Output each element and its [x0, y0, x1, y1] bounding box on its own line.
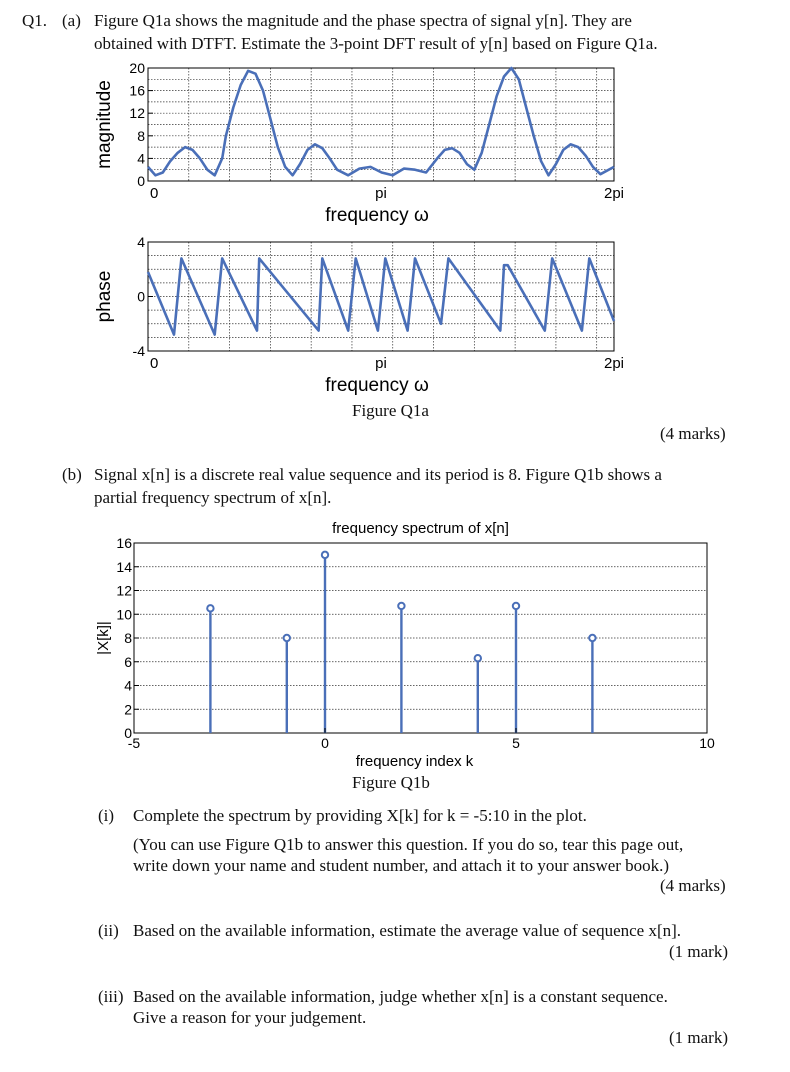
- y-tick-label: 14: [116, 558, 132, 575]
- y-tick-label: 20: [129, 60, 145, 76]
- x-axis-label: frequency index k: [355, 753, 474, 770]
- part-a-marks: (4 marks): [660, 424, 726, 443]
- part-bii-line1: Based on the available information, estimate the average value of sequence x[n].: [133, 921, 682, 940]
- y-tick-label: 0: [137, 173, 145, 189]
- x-tick-label: 10: [699, 735, 715, 751]
- stem-marker: [284, 635, 290, 641]
- stem-marker: [589, 635, 595, 641]
- y-axis-label: magnitude: [94, 80, 115, 169]
- part-bi-line3: write down your name and student number, and attach it to your answer book.): [133, 856, 670, 875]
- part-biii-marks: (1 mark): [669, 1028, 729, 1047]
- stem-marker: [207, 605, 213, 611]
- figure-q1a-caption: Figure Q1a: [352, 401, 429, 420]
- stem-marker: [475, 655, 481, 661]
- y-axis-label: phase: [94, 270, 115, 323]
- figure-q1b-caption: Figure Q1b: [352, 773, 430, 792]
- y-tick-label: 6: [124, 653, 132, 670]
- y-tick-label: 0: [137, 288, 145, 305]
- part-b-label: (b): [62, 465, 82, 484]
- part-bi-line2: (You can use Figure Q1b to answer this question. If you do so, tear this page out,: [133, 835, 684, 854]
- x-axis-label: frequency ω: [325, 205, 429, 226]
- part-b-text-line2: partial frequency spectrum of x[n].: [94, 488, 332, 507]
- stem-marker: [513, 603, 519, 609]
- part-b-text-line1: Signal x[n] is a discrete real value sequence and its period is 8. Figure Q1b shows a: [94, 465, 662, 484]
- spectrum-plot: [95, 520, 715, 770]
- y-tick-label: 8: [124, 630, 132, 646]
- part-a-text-line2: obtained with DTFT. Estimate the 3-point DFT result of y[n] based on Figure Q1a.: [94, 34, 658, 53]
- y-tick-label: 16: [116, 535, 132, 551]
- stem-marker: [398, 603, 404, 609]
- x-tick-label: 0: [321, 735, 329, 751]
- series-line: [148, 68, 614, 175]
- x-tick-label: pi: [375, 185, 387, 202]
- part-bi-marks: (4 marks): [660, 876, 726, 895]
- x-tick-label: -5: [127, 735, 141, 751]
- x-axis-label: frequency ω: [325, 375, 429, 396]
- y-tick-label: 4: [124, 677, 132, 694]
- y-tick-label: 12: [129, 105, 145, 122]
- y-tick-label: 4: [137, 234, 145, 250]
- part-biii-line1: Based on the available information, judge whether x[n] is a constant sequence.: [133, 987, 668, 1006]
- part-biii-line2: Give a reason for your judgement.: [133, 1008, 367, 1027]
- y-tick-label: -4: [132, 343, 145, 359]
- y-tick-label: 12: [116, 582, 132, 599]
- y-tick-label: 2: [124, 701, 132, 718]
- y-tick-label: 4: [137, 150, 145, 167]
- y-axis-label: |X[k]|: [95, 621, 112, 655]
- part-biii-label: (iii): [98, 987, 124, 1006]
- stem-marker: [322, 552, 328, 558]
- part-bii-label: (ii): [98, 921, 119, 940]
- magnitude-plot: [94, 60, 624, 226]
- y-tick-label: 16: [129, 82, 145, 99]
- x-tick-label: 2pi: [603, 355, 625, 372]
- part-bi-label: (i): [98, 806, 115, 825]
- chart-title: frequency spectrum of x[n]: [332, 520, 509, 537]
- part-bii-marks: (1 mark): [669, 942, 729, 961]
- phase-plot: [94, 234, 624, 396]
- y-tick-label: 0: [124, 725, 132, 741]
- y-tick-label: 8: [137, 127, 145, 144]
- x-tick-label: 5: [512, 735, 520, 751]
- part-bi-line1: Complete the spectrum by providing X[k] for k = -5:10 in the plot.: [133, 806, 587, 825]
- part-a-label: (a): [62, 11, 81, 30]
- x-tick-label: 0: [150, 185, 159, 202]
- x-tick-label: 0: [150, 355, 159, 372]
- part-a-text-line1: Figure Q1a shows the magnitude and the phase spectra of signal y[n]. They are: [94, 11, 632, 30]
- y-tick-label: 10: [116, 606, 132, 623]
- x-tick-label: 2pi: [603, 185, 625, 202]
- question-number: Q1.: [22, 11, 48, 30]
- x-tick-label: pi: [375, 355, 387, 372]
